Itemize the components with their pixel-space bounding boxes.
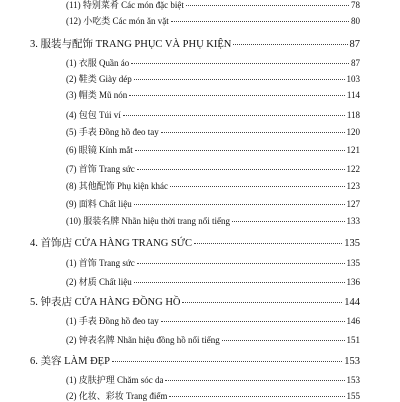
toc-page-number: 133 <box>346 216 360 226</box>
toc-entry-label: (10) 服装名牌 Nhãn hiệu thời trang nổi tiếng <box>66 216 230 226</box>
toc-entry-label: (2) 材质 Chất liệu <box>66 277 132 287</box>
toc-entry-label: (1) 手表 Đồng hồ đeo tay <box>66 316 159 326</box>
toc-page-number: 118 <box>346 110 360 120</box>
toc-section-heading <box>30 353 360 368</box>
dot-leader <box>129 95 345 96</box>
toc-entry <box>30 333 360 346</box>
dot-leader <box>134 79 345 80</box>
toc-entry <box>30 197 360 210</box>
toc-entry-label: (1) 衣服 Quần áo <box>66 58 130 68</box>
dot-leader <box>171 21 349 22</box>
toc-entry <box>30 214 360 227</box>
toc-entry <box>30 125 360 138</box>
toc-entry-label: (8) 其他配饰 Phụ kiện khác <box>66 181 168 191</box>
toc-entry <box>30 143 360 156</box>
toc-entry-label: (3) 帽类 Mũ nón <box>66 90 128 100</box>
toc-entry-label: (6) 眼镜 Kính mắt <box>66 145 133 155</box>
toc-section-heading <box>30 235 360 250</box>
toc-entry <box>30 0 360 11</box>
toc-page-number: 144 <box>344 297 360 308</box>
toc-page-number: 121 <box>346 145 360 155</box>
toc-entry-label: (2) 鞋类 Giày dép <box>66 74 132 84</box>
toc-entry <box>30 72 360 85</box>
toc-section-heading <box>30 294 360 309</box>
toc-section-heading <box>30 36 360 51</box>
toc-entry <box>30 14 360 27</box>
dot-leader <box>165 380 344 381</box>
dot-leader <box>137 263 345 264</box>
toc-page-number: 136 <box>346 277 360 287</box>
dot-leader <box>182 302 342 303</box>
toc-entry-label: (1) 皮肤护理 Chăm sóc da <box>66 375 164 385</box>
toc-entry-label: (2) 钟表名牌 Nhãn hiệu đồng hồ nổi tiếng <box>66 335 220 345</box>
toc-page-number: 153 <box>346 375 360 385</box>
toc-page-number: 120 <box>346 127 360 137</box>
dot-leader <box>134 204 345 205</box>
dot-leader <box>194 243 342 244</box>
toc-page-number: 153 <box>344 356 360 367</box>
toc-page-number: 114 <box>346 90 360 100</box>
dot-leader <box>135 150 345 151</box>
toc-entry <box>30 179 360 192</box>
toc-entry <box>30 88 360 101</box>
dot-leader <box>170 186 345 187</box>
dot-leader <box>137 169 345 170</box>
toc-entry-label: (12) 小吃类 Các món ăn vặt <box>66 16 169 26</box>
toc-entry-label: (2) 化妆、彩妆 Trang điểm <box>66 391 168 401</box>
toc-entry-label: (1) 首饰 Trang sức <box>66 258 135 268</box>
toc-entry <box>30 373 360 386</box>
dot-leader <box>222 340 345 341</box>
toc-page-number: 135 <box>344 238 360 249</box>
toc-entry <box>30 108 360 121</box>
toc-page-number: 78 <box>351 0 360 10</box>
toc-section-label: 5. 钟表店 CỬA HÀNG ĐỒNG HỒ <box>30 297 181 308</box>
toc-page-number: 87 <box>351 58 360 68</box>
toc-page-number: 103 <box>346 74 360 84</box>
toc-page-number: 123 <box>346 181 360 191</box>
toc-section-label: 6. 美容 LÀM ĐẸP <box>30 356 110 367</box>
dot-leader <box>169 396 344 397</box>
toc-page-number: 146 <box>346 316 360 326</box>
toc-entry-label: (9) 面料 Chất liệu <box>66 199 132 209</box>
dot-leader <box>233 44 347 45</box>
toc-entry-label: (4) 包包 Túi ví <box>66 110 121 120</box>
toc-page-number: 87 <box>349 39 360 50</box>
toc-entry-label: (11) 特别菜肴 Các món đặc biệt <box>66 0 184 10</box>
toc-page-number: 135 <box>346 258 360 268</box>
toc-entry <box>30 275 360 288</box>
toc-entry <box>30 56 360 69</box>
dot-leader <box>134 282 345 283</box>
dot-leader <box>232 221 345 222</box>
dot-leader <box>186 5 349 6</box>
toc-page-number: 122 <box>346 164 360 174</box>
toc-entry <box>30 314 360 327</box>
toc-page-number: 155 <box>346 391 360 401</box>
toc-section-label: 4. 首饰店 CỬA HÀNG TRANG SỨC <box>30 238 192 249</box>
dot-leader <box>131 63 349 64</box>
dot-leader <box>161 132 345 133</box>
dot-leader <box>161 321 345 322</box>
toc-page-number: 127 <box>346 199 360 209</box>
toc-section-label: 3. 服装与配饰 TRANG PHỤC VÀ PHỤ KIỆN <box>30 39 232 50</box>
toc-entry <box>30 389 360 402</box>
toc-page-number: 151 <box>346 335 360 345</box>
dot-leader <box>112 361 342 362</box>
toc-entry-label: (7) 首饰 Trang sức <box>66 164 135 174</box>
toc-entry-label: (5) 手表 Đồng hồ đeo tay <box>66 127 159 137</box>
toc-entry <box>30 256 360 269</box>
dot-leader <box>123 115 345 116</box>
toc-page-number: 80 <box>351 16 360 26</box>
toc-entry <box>30 162 360 175</box>
